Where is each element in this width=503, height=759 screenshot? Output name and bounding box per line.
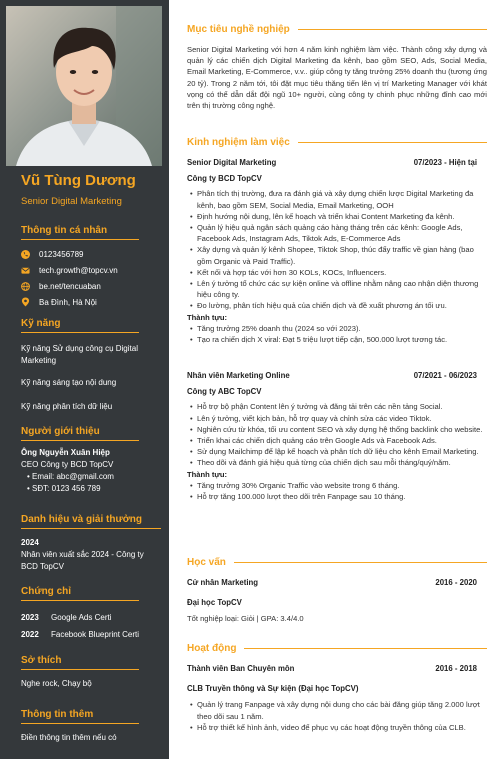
job-bullet: • Theo dõi và đánh giá hiệu quả từng của chiến dịch sau mỗi tháng/quý/năm. [187, 457, 487, 468]
extra-section [21, 709, 161, 744]
job-bullets [187, 188, 487, 311]
email-icon [21, 266, 30, 275]
certs-title: Chứng chỉ [21, 586, 139, 601]
sidebar [0, 0, 169, 759]
job-entry [187, 370, 487, 502]
achievement-item: • Hỗ trợ tăng 100.000 lượt theo dõi trên Fanpage sau 10 tháng. [187, 491, 487, 502]
job-bullet: • Nghiên cứu từ khóa, tối ưu content SEO và xây dựng hệ thống backlink cho website. [187, 424, 487, 435]
cert-row [21, 626, 161, 643]
objective-text: Senior Digital Marketing với hơn 4 năm kinh nghiệm làm việc. Thành công xây dựng và quản lý các chiến dịch Digital Marketing đa kênh, bao gồm SEO, Ads, Social Media, Email Marketing, E-Commerce, v.v.. giúp công ty tăng trưởng 25% doanh thu (tương ứng 20 tỷ). Trong 2 năm tới, tôi đặt mục tiêu thăng tiến lên vị trí Marketing Manager với khát vọng có thể dẫn dắt đội ngũ 10+ người, cùng công ty chinh phục những đỉnh cao mới trên thị trường công nghệ. [187, 45, 487, 111]
link-icon [21, 282, 30, 291]
activity-bullet: • Hỗ trợ thiết kế hình ảnh, video để phục vụ các hoạt động truyền thông của CLB. [187, 722, 487, 733]
extra-title: Thông tin thêm [21, 709, 139, 724]
activities-heading [187, 643, 487, 654]
education-note: Tốt nghiệp loại: Giỏi | GPA: 3.4/4.0 [187, 614, 304, 624]
education-entry [187, 577, 487, 625]
activity-bullet: • Quản lý trang Fanpage và xây dựng nội dung cho các bài đăng giúp tăng 2.000 lượt theo dõi sau 1 năm. [187, 699, 487, 721]
education-heading [187, 557, 487, 568]
activity-role: Thành viên Ban Chuyên môn [187, 664, 295, 673]
contact-title: Thông tin cá nhân [21, 225, 139, 240]
cert-row [21, 609, 161, 626]
cert-year: 2022 [21, 630, 39, 639]
job-company: Công ty BCD TopCV [187, 174, 262, 184]
job-bullet: • Định hướng nội dung, lên kế hoạch và triển khai Content Marketing đa kênh. [187, 211, 487, 222]
awards-title: Danh hiệu và giải thưởng [21, 514, 161, 529]
contact-email [21, 262, 161, 278]
reference-title: Người giới thiệu [21, 426, 139, 441]
candidate-name: Vũ Tùng Dương [21, 172, 136, 189]
skill-item: Kỹ năng Sử dụng công cụ Digital Marketing [21, 344, 138, 365]
education-degree: Cử nhân Marketing [187, 578, 259, 587]
activity-header [187, 663, 487, 674]
achievement-item: • Tăng trưởng 25% doanh thu (2024 so với 2023). [187, 323, 487, 334]
skills-section [21, 318, 161, 423]
education-school: Đại học TopCV [187, 598, 242, 608]
achievement-item: • Tăng trưởng 30% Organic Traffic vào website trong 6 tháng. [187, 480, 487, 491]
objective-title: Mục tiêu nghề nghiệp [187, 24, 290, 35]
job-entry [187, 157, 487, 345]
award-text: Nhân viên xuất sắc 2024 - Công ty BCD TopCV [21, 550, 144, 571]
reference-position: CEO Công ty BCD TopCV [21, 460, 114, 469]
job-bullet: • Sử dụng Mailchimp để lập kế hoạch và phân tích dữ liệu cho kênh Email Marketing. [187, 446, 487, 457]
contact-section [21, 225, 161, 310]
reference-name: Ông Nguyễn Xuân Hiệp [21, 448, 110, 457]
achievement-list [187, 323, 487, 345]
job-bullet: • Hỗ trợ bộ phận Content lên ý tưởng và đăng tải trên các nền tảng Social. [187, 401, 487, 412]
certs-section [21, 586, 161, 643]
cert-year: 2023 [21, 613, 39, 622]
job-company: Công ty ABC TopCV [187, 387, 262, 397]
link-value[interactable]: be.net/tencuaban [39, 281, 101, 291]
contact-phone [21, 246, 161, 262]
award-year: 2024 [21, 538, 39, 547]
job-period: 07/2021 - 06/2023 [413, 371, 477, 380]
job-period: 07/2023 - Hiện tại [413, 158, 477, 167]
phone-value[interactable]: 0123456789 [39, 249, 84, 259]
job-bullet: • Đo lường, phân tích hiệu quả của chiến dịch và đề xuất phương án tối ưu. [187, 300, 487, 311]
activity-bullets [187, 699, 487, 733]
job-bullet: • Lên ý tưởng tổ chức các sự kiện online và offline nhằm nâng cao nhận diện thương hiệu công ty. [187, 278, 487, 300]
skills-title: Kỹ năng [21, 318, 139, 333]
job-bullet: • Phân tích thị trường, đưa ra đánh giá và xây dựng chiến lược Digital Marketing đa kênh, bao gồm SEM, Social Media, Email Marketing, OOH [187, 188, 487, 210]
reference-email: • Email: abc@gmail.com [27, 472, 114, 481]
contact-location [21, 294, 161, 310]
achievement-item: • Tạo ra chiến dịch X viral: Đạt 5 triệu lượt tiếp cận, 500.000 lượt tương tác. [187, 334, 487, 345]
hobbies-section [21, 655, 161, 690]
activities-title: Hoạt động [187, 643, 237, 654]
job-bullet: • Xây dựng và quản lý kênh Shopee, Tiktok Shop, thúc đẩy traffic về gian hàng (bao gồm Organic và Paid Traffic). [187, 244, 487, 266]
achievements-label: Thành tựu: [187, 312, 228, 322]
education-period: 2016 - 2020 [435, 578, 477, 587]
cert-name: Facebook Blueprint Certi [51, 630, 140, 639]
candidate-role: Senior Digital Marketing [21, 196, 122, 207]
awards-section [21, 514, 161, 573]
reference-section [21, 426, 161, 495]
job-bullet: • Triển khai các chiến dịch quảng cáo trên Google Ads và Facebook Ads. [187, 435, 487, 446]
activity-period: 2016 - 2018 [435, 664, 477, 673]
job-title: Senior Digital Marketing [187, 158, 277, 167]
experience-title: Kinh nghiệm làm việc [187, 137, 290, 148]
activity-org: CLB Truyền thông và Sự kiện (Đại học TopCV) [187, 684, 359, 694]
location-icon [21, 298, 30, 307]
experience-heading [187, 137, 487, 148]
job-header [187, 157, 487, 168]
job-header [187, 370, 487, 381]
hobbies-title: Sở thích [21, 655, 139, 670]
email-value[interactable]: tech.growth@topcv.vn [39, 265, 118, 275]
skill-item: Kỹ năng sáng tạo nội dung [21, 378, 117, 387]
reference-phone: • SĐT: 0123 456 789 [27, 484, 101, 493]
education-header [187, 577, 487, 588]
achievement-list [187, 480, 487, 502]
skill-item: Kỹ năng phân tích dữ liệu [21, 402, 113, 411]
extra-text: Điền thông tin thêm nếu có [21, 733, 117, 742]
job-title: Nhân viên Marketing Online [187, 371, 290, 380]
hobbies-text: Nghe rock, Chạy bộ [21, 679, 92, 688]
education-title: Học vấn [187, 557, 226, 568]
objective-heading [187, 24, 487, 35]
job-bullet: • Quản lý hiệu quả ngân sách quảng cáo hàng tháng trên các kênh: Google Ads, Facebook Ads, Instagram Ads, Tiktok Ads, E-Commerce Ads [187, 222, 487, 244]
cert-name: Google Ads Certi [51, 613, 112, 622]
achievements-label: Thành tựu: [187, 469, 228, 479]
job-bullet: • Lên ý tưởng, viết kịch bản, hỗ trợ quay và chỉnh sửa các video Tiktok. [187, 413, 487, 424]
contact-link [21, 278, 161, 294]
profile-photo [6, 6, 162, 166]
location-value: Ba Đình, Hà Nội [39, 297, 97, 307]
job-bullet: • Kết nối và hợp tác với hơn 30 KOLs, KOCs, Influencers. [187, 267, 487, 278]
activity-entry [187, 663, 487, 733]
job-bullets [187, 401, 487, 468]
phone-icon [21, 250, 30, 259]
